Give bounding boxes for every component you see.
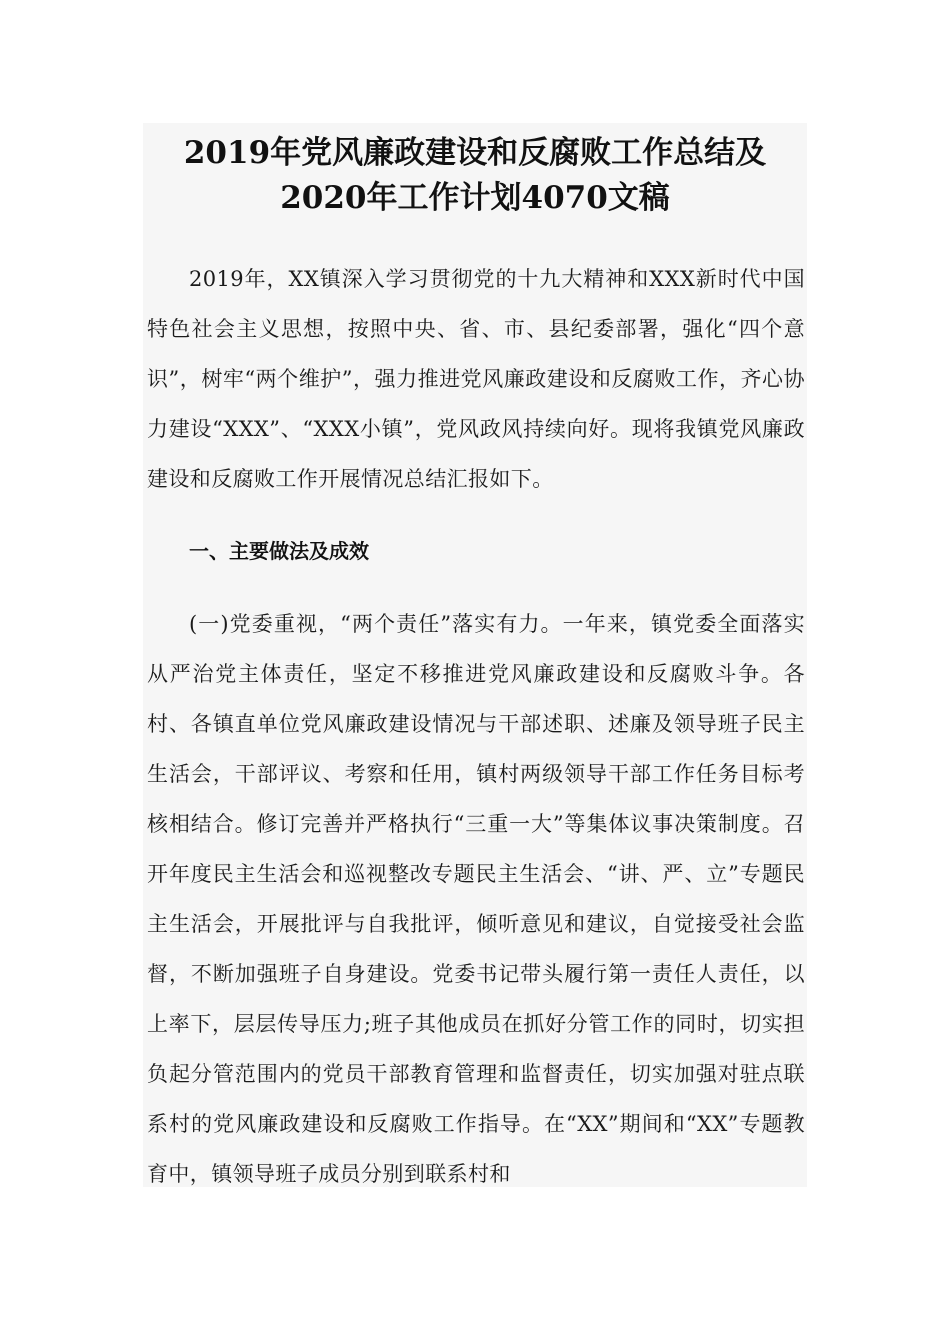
section-heading: 一、主要做法及成效 xyxy=(189,539,369,563)
intro-paragraph: 2019年，XX镇深入学习贯彻党的十九大精神和XXX新时代中国特色社会主义思想，按照中央、省、市、县纪委部署，强化“四个意识”，树牢“两个维护”，强力推进党风廉政建设和反腐败工作，齐心协力建设“XXX”、“XXX小镇”，党风政风持续向好。现将我镇党风廉政建设和反腐败工作开展情况总结汇报如下。 xyxy=(147,267,805,491)
document-body xyxy=(147,254,805,1187)
document-page xyxy=(143,123,807,1187)
document-title: 2019年党风廉政建设和反腐败工作总结及2020年工作计划4070文稿 xyxy=(183,135,767,216)
body-paragraph: (一)党委重视，“两个责任”落实有力。一年来，镇党委全面落实从严治党主体责任，坚定不移推进党风廉政建设和反腐败斗争。各村、各镇直单位党风廉政建设情况与干部述职、述廉及领导班子民主生活会，干部评议、考察和任用，镇村两级领导干部工作任务目标考核相结合。修订完善并严格执行“三重一大”等集体议事决策制度。召开年度民主生活会和巡视整改专题民主生活会、“讲、严、立”专题民主生活会，开展批评与自我批评，倾听意见和建议，自觉接受社会监督，不断加强班子自身建设。党委书记带头履行第一责任人责任，以上率下，层层传导压力;班子其他成员在抓好分管工作的同时，切实担负起分管范围内的党员干部教育管理和监督责任，切实加强对驻点联系村的党风廉政建设和反腐败工作指导。在“XX”期间和“XX”专题教育中，镇领导班子成员分别到联系村和 xyxy=(147,612,805,1186)
